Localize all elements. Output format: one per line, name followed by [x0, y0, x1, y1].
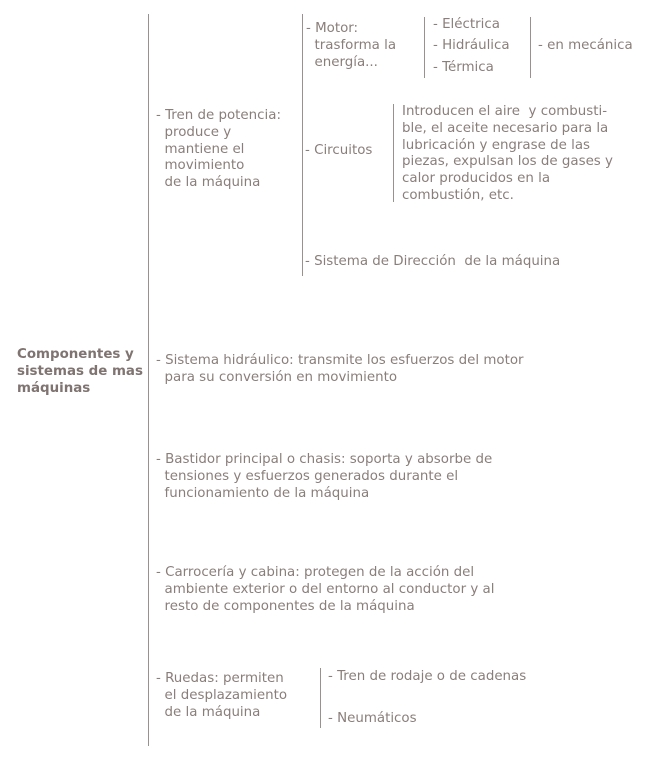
motor-type-termica: - Térmica	[433, 60, 494, 75]
circuitos-bracket-line	[393, 104, 394, 202]
main-bracket-line	[148, 14, 149, 746]
motor-type-hidraulica: - Hidráulica	[433, 38, 510, 53]
carroceria-label: - Carrocería y cabina: protegen de la acción del ambiente exterior o del entorno al conductor y al resto de componentes de la máquina	[156, 565, 495, 614]
motor-bracket-line	[424, 17, 425, 78]
motor-label: - Motor: trasforma la energía...	[306, 21, 397, 70]
bastidor-label: - Bastidor principal o chasis: soporta y absorbe de tensiones y esfuerzos generados durante el funcionamiento de la máquina	[156, 452, 493, 501]
motor-type-electrica: - Eléctrica	[433, 17, 500, 32]
circuitos-label: - Circuitos	[305, 143, 373, 158]
ruedas-bracket-line	[320, 668, 321, 728]
tren-potencia-label: - Tren de potencia: produce y mantiene el movimiento de la máquina	[156, 108, 281, 191]
sistema-hidraulico-label: - Sistema hidráulico: transmite los esfuerzos del motor para su conversión en movimiento	[156, 353, 524, 385]
circuitos-description: Introducen el aire y combusti- ble, el aceite necesario para la lubricación y engrase de las piezas, expulsan los de gases y calor producidos en la combustión, etc.	[402, 104, 613, 203]
ruedas-type-neumaticos: - Neumáticos	[328, 711, 417, 726]
root-node-label: Componentes y sistemas de mas máquinas	[17, 347, 143, 396]
motor-types-bracket-line	[530, 17, 531, 78]
tren-potencia-bracket-line	[302, 14, 303, 276]
ruedas-label: - Ruedas: permiten el desplazamiento de la máquina	[156, 671, 288, 720]
ruedas-type-cadenas: - Tren de rodaje o de cadenas	[328, 669, 527, 684]
motor-result-label: - en mecánica	[538, 38, 633, 53]
sistema-direccion-label: - Sistema de Dirección de la máquina	[305, 254, 561, 269]
